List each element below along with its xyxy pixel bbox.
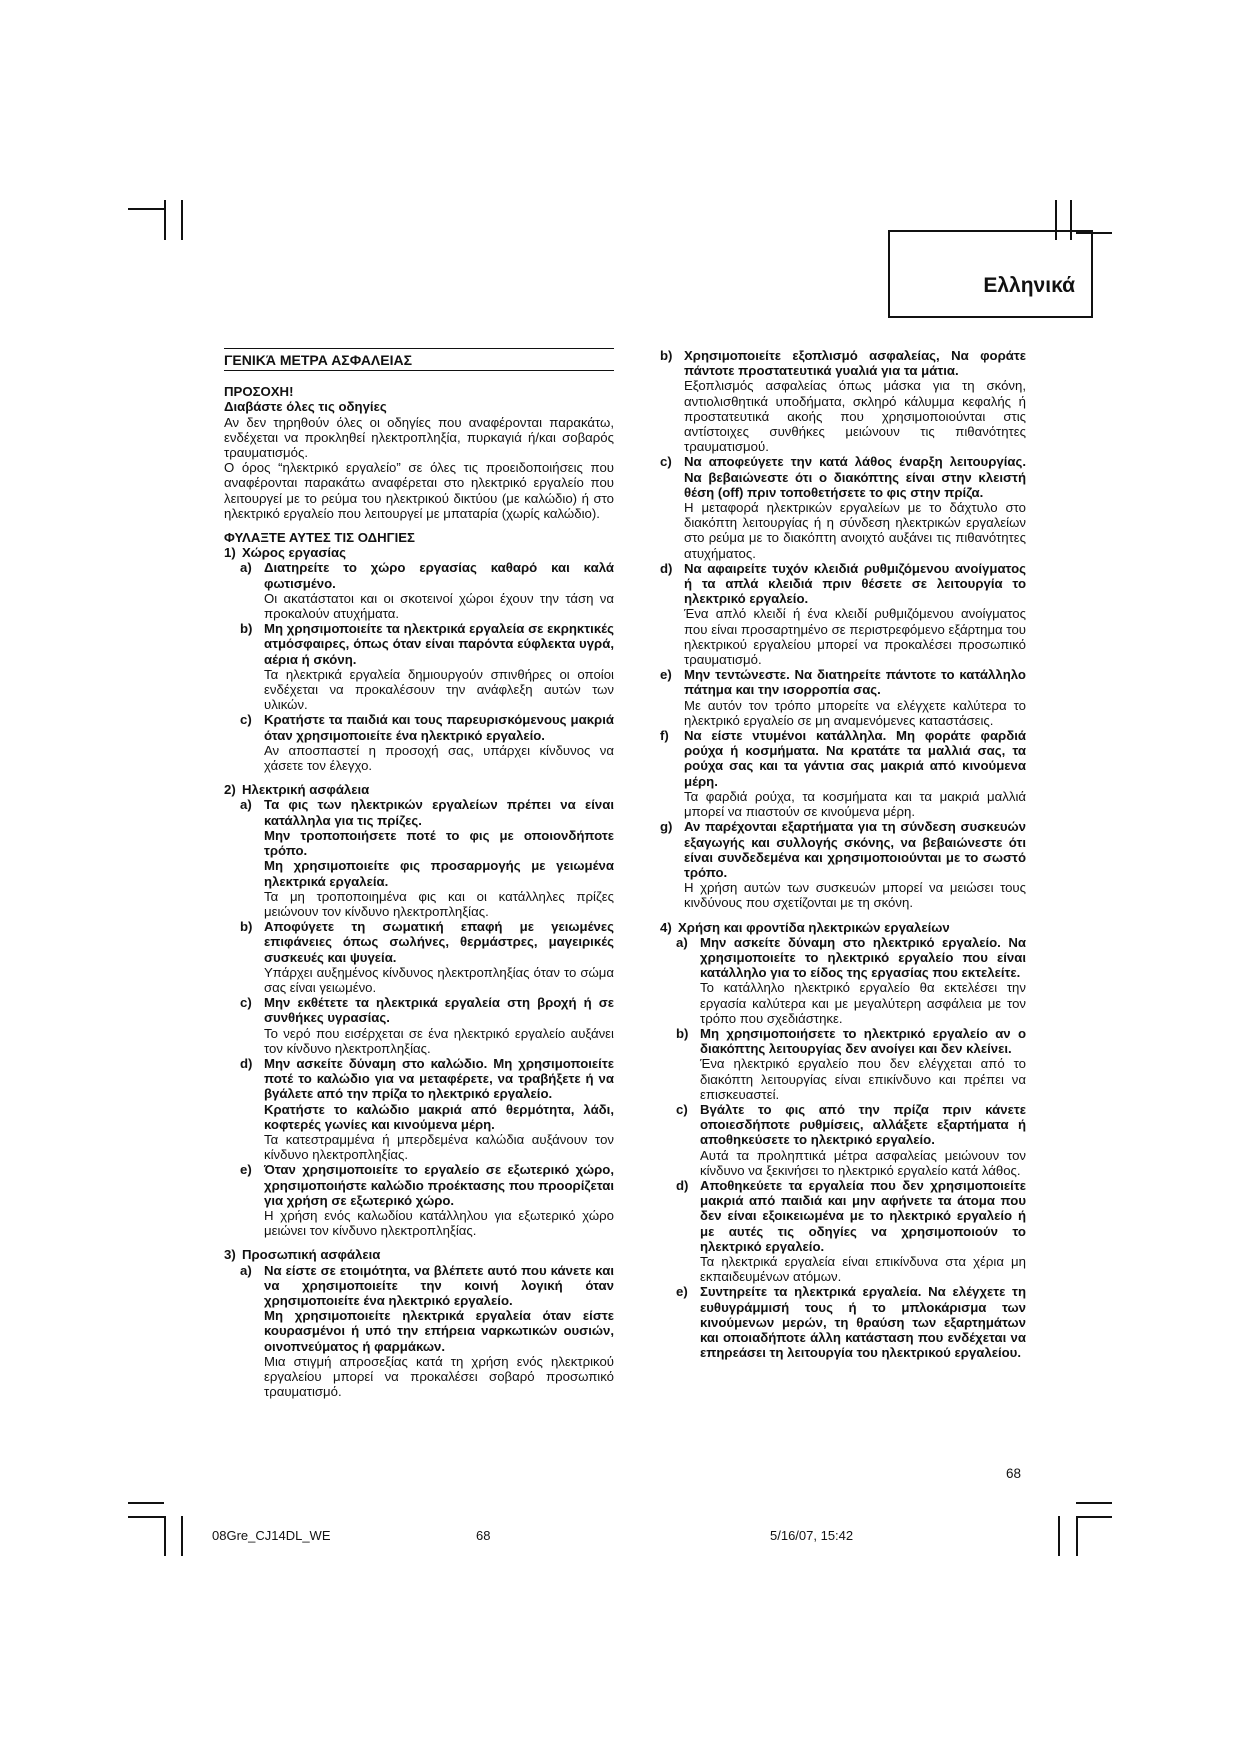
language-label-box xyxy=(888,230,1093,318)
list-item: d) Μην ασκείτε δύναμη στο καλώδιο. Μη χρησιμοποιείτε ποτέ το καλώδιο για να μεταφέρετε, να τραβήξετε ή να βγάλετε από την πρίζα το ηλεκτρικό εργαλείο. Κρατήστε το καλώδιο μακριά από θερμότητα, λάδι, κοφτερές γωνίες και κινούμενα μέρη. Τα κατεστραμμένα ή μπερδεμένα καλώδια αυξάνουν τον κίνδυνο ηλεκτροπληξίας. xyxy=(240,1055,614,1163)
crop-mark xyxy=(164,200,166,240)
section-1-heading: 1) Χώρος εργασίας xyxy=(224,545,347,561)
list-item: f) Να είστε ντυμένοι κατάλληλα. Μη φοράτε φαρδιά ρούχα ή κοσμήματα. Να κρατάτε τα μαλλιά σας, τα ρούχα σας και τα γάντια σας μακριά από κινούμενα μέρη. Τα φαρδιά ρούχα, τα κοσμήματα και τα μακριά μαλλιά μπορεί να πιαστούν σε κινούμενα μέρη. xyxy=(660,728,1026,820)
warning-paragraph-1: Αν δεν τηρηθούν όλες οι οδηγίες που αναφέρονται παρακάτω, ενδέχεται να προκληθεί ηλεκτροπληξία, πυρκαγιά ή/και σοβαρός τραυματισμός. xyxy=(224,414,614,461)
list-item: e) Μην τεντώνεστε. Να διατηρείτε πάντοτε το κατάλληλο πάτημα και την ισορροπία σας. Με αυτόν τον τρόπο μπορείτε να ελέγχετε καλύτερα το ηλεκτρικό εργαλείο σε μη αναμενόμενες καταστάσεις. xyxy=(660,667,1026,728)
language-label: Ελληνικά xyxy=(983,274,1075,297)
crop-mark xyxy=(1076,1516,1112,1518)
section-2-heading: 2) Ηλεκτρική ασφάλεια xyxy=(224,782,370,798)
footer-date: 5/16/07, 15:42 xyxy=(770,1528,854,1543)
list-item: c) Μην εκθέτετε τα ηλεκτρικά εργαλεία στη βροχή ή σε συνθήκες υγρασίας. Το νερό που εισέρχεται σε ένα ηλεκτρικό εργαλείο αυξάνει τον κίνδυνο ηλεκτροπληξίας. xyxy=(240,995,614,1056)
page-number: 68 xyxy=(1006,1466,1022,1481)
section-3-heading: 3) Προσωπική ασφάλεια xyxy=(224,1247,381,1263)
warning-paragraph-2: Ο όρος “ηλεκτρικό εργαλείο” σε όλες τις προειδοποιήσεις που αναφέρονται παρακάτω αναφέρεται στο ηλεκτρικό εργαλείο που λειτουργεί με το ρεύμα του ηλεκτρικού δικτύου (με καλώδιο) ή στο ηλεκτρικό εργαλείο που λειτουργεί με μπαταρία (χωρίς καλώδιο). xyxy=(224,460,614,521)
warning-subheading: Διαβάστε όλες τις οδηγίες xyxy=(224,399,387,415)
list-item: g) Αν παρέχονται εξαρτήματα για τη σύνδεση συσκευών εξαγωγής και συλλογής σκόνης, να βεβαιώνεστε ότι είναι συνδεδεμένα και χρησιμοποιούνται με το σωστό τρόπο. Η χρήση αυτών των συσκευών μπορεί να μειώσει τους κινδύνους που σχετίζονται με τη σκόνη. xyxy=(660,819,1026,911)
crop-mark xyxy=(1058,1516,1060,1556)
list-item: e) Όταν χρησιμοποιείτε το εργαλείο σε εξωτερικό χώρο, χρησιμοποιήστε καλώδιο προέκτασης που προορίζεται για χρήση σε εξωτερικό χώρο. Η χρήση ενός καλωδίου κατάλληλου για εξωτερικό χώρο μειώνει τον κίνδυνο ηλεκτροπληξίας. xyxy=(240,1162,614,1239)
list-item: a) Διατηρείτε το χώρο εργασίας καθαρό και καλά φωτισμένο. Οι ακατάστατοι και οι σκοτεινοί χώροι έχουν την τάση να προκαλούν ατυχήματα. xyxy=(240,560,614,622)
keep-instructions-heading: ΦΥΛΑΞΤΕ ΑΥΤΕΣ ΤΙΣ ΟΔΗΓΙΕΣ xyxy=(224,530,415,546)
warning-heading: ΠΡΟΣΟΧΗ! xyxy=(224,384,294,400)
list-item: b) Αποφύγετε τη σωματική επαφή με γειωμένες επιφάνειες όπως σωλήνες, θερμάστρες, μαγειρικές συσκευές και ψυγεία. Υπάρχει αυξημένος κίνδυνος ηλεκτροπληξίας όταν το σώμα σας είναι γειωμένο. xyxy=(240,919,614,995)
list-item: b) Μη χρησιμοποιείτε τα ηλεκτρικά εργαλεία σε εκρηκτικές ατμόσφαιρες, όπως όταν είναι παρόντα εύφλεκτα υγρά, αέρια ή σκόνη. Τα ηλεκτρικά εργαλεία δημιουργούν σπινθήρες οι οποίοι ενδέχεται να προκαλέσουν την ανάφλεξη αυτών των υλικών. xyxy=(240,621,614,713)
right-column xyxy=(660,348,1026,1360)
crop-mark xyxy=(128,208,164,210)
list-item: a) Μην ασκείτε δύναμη στο ηλεκτρικό εργαλείο. Να χρησιμοποιείτε το ηλεκτρικό εργαλείο που είναι κατάλληλο για το είδος της εργασίας που εκτελείτε. Το κατάλληλο ηλεκτρικό εργαλείο θα εκτελέσει την εργασία καλύτερα και με μεγαλύτερη ασφάλεια με τον τρόπο που σχεδιάστηκε. xyxy=(676,934,1026,1026)
list-item: a) Να είστε σε ετοιμότητα, να βλέπετε αυτό που κάνετε και να χρησιμοποιείτε την κοινή λογική όταν χρησιμοποιείτε ένα ηλεκτρικό εργαλείο. Μη χρησιμοποιείτε ηλεκτρικά εργαλεία όταν είστε κουρασμένοι ή υπό την επήρεια ναρκωτικών ουσιών, οινοπνεύματος ή φαρμάκων. Μια στιγμή απροσεξίας κατά τη χρήση ενός ηλεκτρικού εργαλείου μπορεί να προκαλέσει σοβαρό προσωπικό τραυματισμό. xyxy=(240,1262,614,1400)
crop-mark xyxy=(181,200,183,240)
list-item: e) Συντηρείτε τα ηλεκτρικά εργαλεία. Να ελέγχετε τη ευθυγράμμισή τους ή το μπλοκάρισμα των κινούμενων μερών, τη θραύση των εξαρτημάτων και οποιαδήποτε άλλη κατάσταση που ενδέχεται να επηρεάσει τη λειτουργία του ηλεκτρικού εργαλείου. xyxy=(676,1284,1026,1361)
section-4-heading: 4) Χρήση και φροντίδα ηλεκτρικών εργαλείων xyxy=(660,919,950,935)
crop-mark xyxy=(128,1502,164,1504)
crop-mark xyxy=(181,1516,183,1556)
list-item: b) Μη χρησιμοποιήσετε το ηλεκτρικό εργαλείο αν ο διακόπτης λειτουργίας δεν ανοίγει και δεν κλείνει. Ένα ηλεκτρικό εργαλείο που δεν ελέγχεται από το διακόπτη λειτουργίας είναι επικίνδυνο και πρέπει να επισκευαστεί. xyxy=(676,1025,1026,1102)
list-item: d) Να αφαιρείτε τυχόν κλειδιά ρυθμιζόμενου ανοίγματος ή τα απλά κλειδιά πριν θέσετε σε λειτουργία το ηλεκτρικό εργαλείο. Ένα απλό κλειδί ή ένα κλειδί ρυθμιζόμενου ανοίγματος που είναι προσαρτημένο σε περιστρεφόμενο εξάρτημα του ηλεκτρικού εργαλείου μπορεί να προκαλέσει προσωπικό τραυματισμό. xyxy=(660,560,1026,668)
list-item: c) Να αποφεύγετε την κατά λάθος έναρξη λειτουργίας. Να βεβαιώνεστε ότι ο διακόπτης είναι στην κλειστή θέση (off) πριν τοποθετήσετε το φις στην πρίζα. Η μεταφορά ηλεκτρικών εργαλείων με το δάχτυλο στο διακόπτη λειτουργίας ή η σύνδεση ηλεκτρικών εργαλείων στο ρεύμα με το διακόπτη ανοιχτό αυξάνει τις πιθανότητες ατυχήματος. xyxy=(660,454,1026,561)
list-item: c) Βγάλτε το φις από την πρίζα πριν κάνετε οποιεσδήποτε ρυθμίσεις, αλλάξετε εξαρτήματα ή αποθηκεύσετε το ηλεκτρικό εργαλείο. Αυτά τα προληπτικά μέτρα ασφαλείας μειώνουν τον κίνδυνο να ξεκινήσει το ηλεκτρικό εργαλείο κατά λάθος. xyxy=(676,1101,1026,1178)
list-item: d) Αποθηκεύετε τα εργαλεία που δεν χρησιμοποιείτε μακριά από παιδιά και μην αφήνετε τα άτομα που δεν είναι εξοικειωμένα με το ηλεκτρικό εργαλείο ή με αυτές τις οδηγίες να χρησιμοποιούν το ηλεκτρικό εργαλείο. Τα ηλεκτρικά εργαλεία είναι επικίνδυνα στα χέρια μη εκπαιδευμένων ατόμων. xyxy=(676,1177,1026,1285)
list-item: b) Χρησιμοποιείτε εξοπλισμό ασφαλείας, Να φοράτε πάντοτε προστατευτικά γυαλιά για τα μάτια. Εξοπλισμός ασφαλείας όπως μάσκα για τη σκόνη, αντιολισθητικά υποδήματα, σκληρό κάλυμμα κεφαλής ή προστατευτικά ακοής που χρησιμοποιούνται στις αντίστοιχες συνθήκες μειώνουν τις πιθανότητες τραυματισμού. xyxy=(660,348,1026,455)
list-item: a) Τα φις των ηλεκτρικών εργαλείων πρέπει να είναι κατάλληλα για τις πρίζες. Μην τροποποιήσετε ποτέ το φις με οποιονδήποτε τρόπο. Μη χρησιμοποιείτε φις προσαρμογής με γειωμένα ηλεκτρικά εργαλεία. Τα μη τροποποιημένα φις και οι κατάλληλες πρίζες μειώνουν τον κίνδυνο ηλεκτροπληξίας. xyxy=(240,797,614,919)
crop-mark xyxy=(1076,1516,1078,1556)
footer-filename: 08Gre_CJ14DL_WE xyxy=(212,1528,331,1543)
section-title: ΓΕΝΙΚΆ ΜΕΤΡΑ ΑΣΦΑΛΕΙΑΣ xyxy=(224,349,614,371)
left-column xyxy=(224,348,614,1399)
crop-mark xyxy=(128,1516,164,1518)
list-item: c) Κρατήστε τα παιδιά και τους παρευρισκόμενους μακριά όταν χρησιμοποιείτε ένα ηλεκτρικό εργαλείο. Αν αποσπαστεί η προσοχή σας, υπάρχει κίνδυνος να χάσετε τον έλεγχο. xyxy=(240,712,614,774)
crop-mark xyxy=(164,1516,166,1556)
footer-page: 68 xyxy=(476,1528,491,1543)
crop-mark xyxy=(1076,1502,1112,1504)
